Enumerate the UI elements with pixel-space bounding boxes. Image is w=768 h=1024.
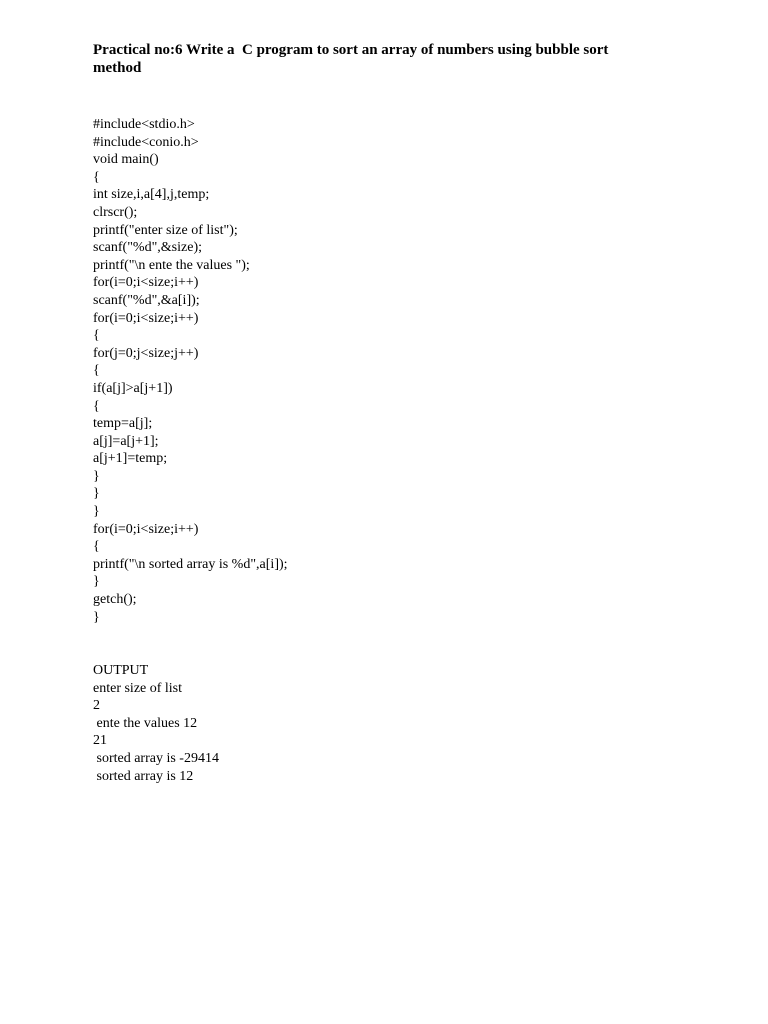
page-title: Practical no:6 Write a C program to sort an array of numbers using bubble sort method	[93, 42, 613, 76]
code-listing	[93, 116, 288, 626]
output-line: 21	[93, 733, 107, 749]
code-line: {	[93, 398, 100, 414]
output-line: sorted array is 12	[93, 768, 194, 784]
code-line: printf("\n sorted array is %d",a[i]);	[93, 556, 288, 572]
code-line: for(i=0;i<size;i++)	[93, 275, 199, 291]
code-line: printf("\n ente the values ");	[93, 257, 250, 273]
code-line: {	[93, 363, 100, 379]
code-line: temp=a[j];	[93, 416, 153, 432]
program-output	[93, 662, 219, 785]
output-heading: OUTPUT	[93, 663, 149, 678]
code-line: getch();	[93, 592, 137, 608]
code-line: }	[93, 468, 100, 484]
output-line: sorted array is -29414	[93, 750, 219, 766]
code-line: }	[93, 486, 100, 502]
code-line: {	[93, 169, 100, 185]
code-line: printf("enter size of list");	[93, 222, 238, 238]
code-line: {	[93, 539, 100, 555]
code-line: void main()	[93, 152, 159, 168]
output-line: ente the values 12	[93, 715, 198, 731]
code-line: for(i=0;i<size;i++)	[93, 310, 199, 326]
code-line: a[j+1]=temp;	[93, 451, 168, 467]
code-line: int size,i,a[4],j,temp;	[93, 187, 210, 203]
code-line: clrscr();	[93, 204, 138, 220]
code-line: }	[93, 504, 100, 520]
output-line: 2	[93, 698, 100, 714]
code-line: #include<conio.h>	[93, 134, 199, 150]
code-line: for(j=0;j<size;j++)	[93, 345, 199, 361]
code-line: }	[93, 609, 100, 625]
code-line: #include<stdio.h>	[93, 117, 195, 132]
code-line: scanf("%d",&a[i]);	[93, 292, 200, 308]
code-line: }	[93, 574, 100, 590]
code-line: {	[93, 328, 100, 344]
output-line: enter size of list	[93, 680, 183, 696]
code-line: for(i=0;i<size;i++)	[93, 521, 199, 537]
code-line: scanf("%d",&size);	[93, 240, 202, 256]
code-line: a[j]=a[j+1];	[93, 433, 159, 449]
code-line: if(a[j]>a[j+1])	[93, 380, 173, 396]
